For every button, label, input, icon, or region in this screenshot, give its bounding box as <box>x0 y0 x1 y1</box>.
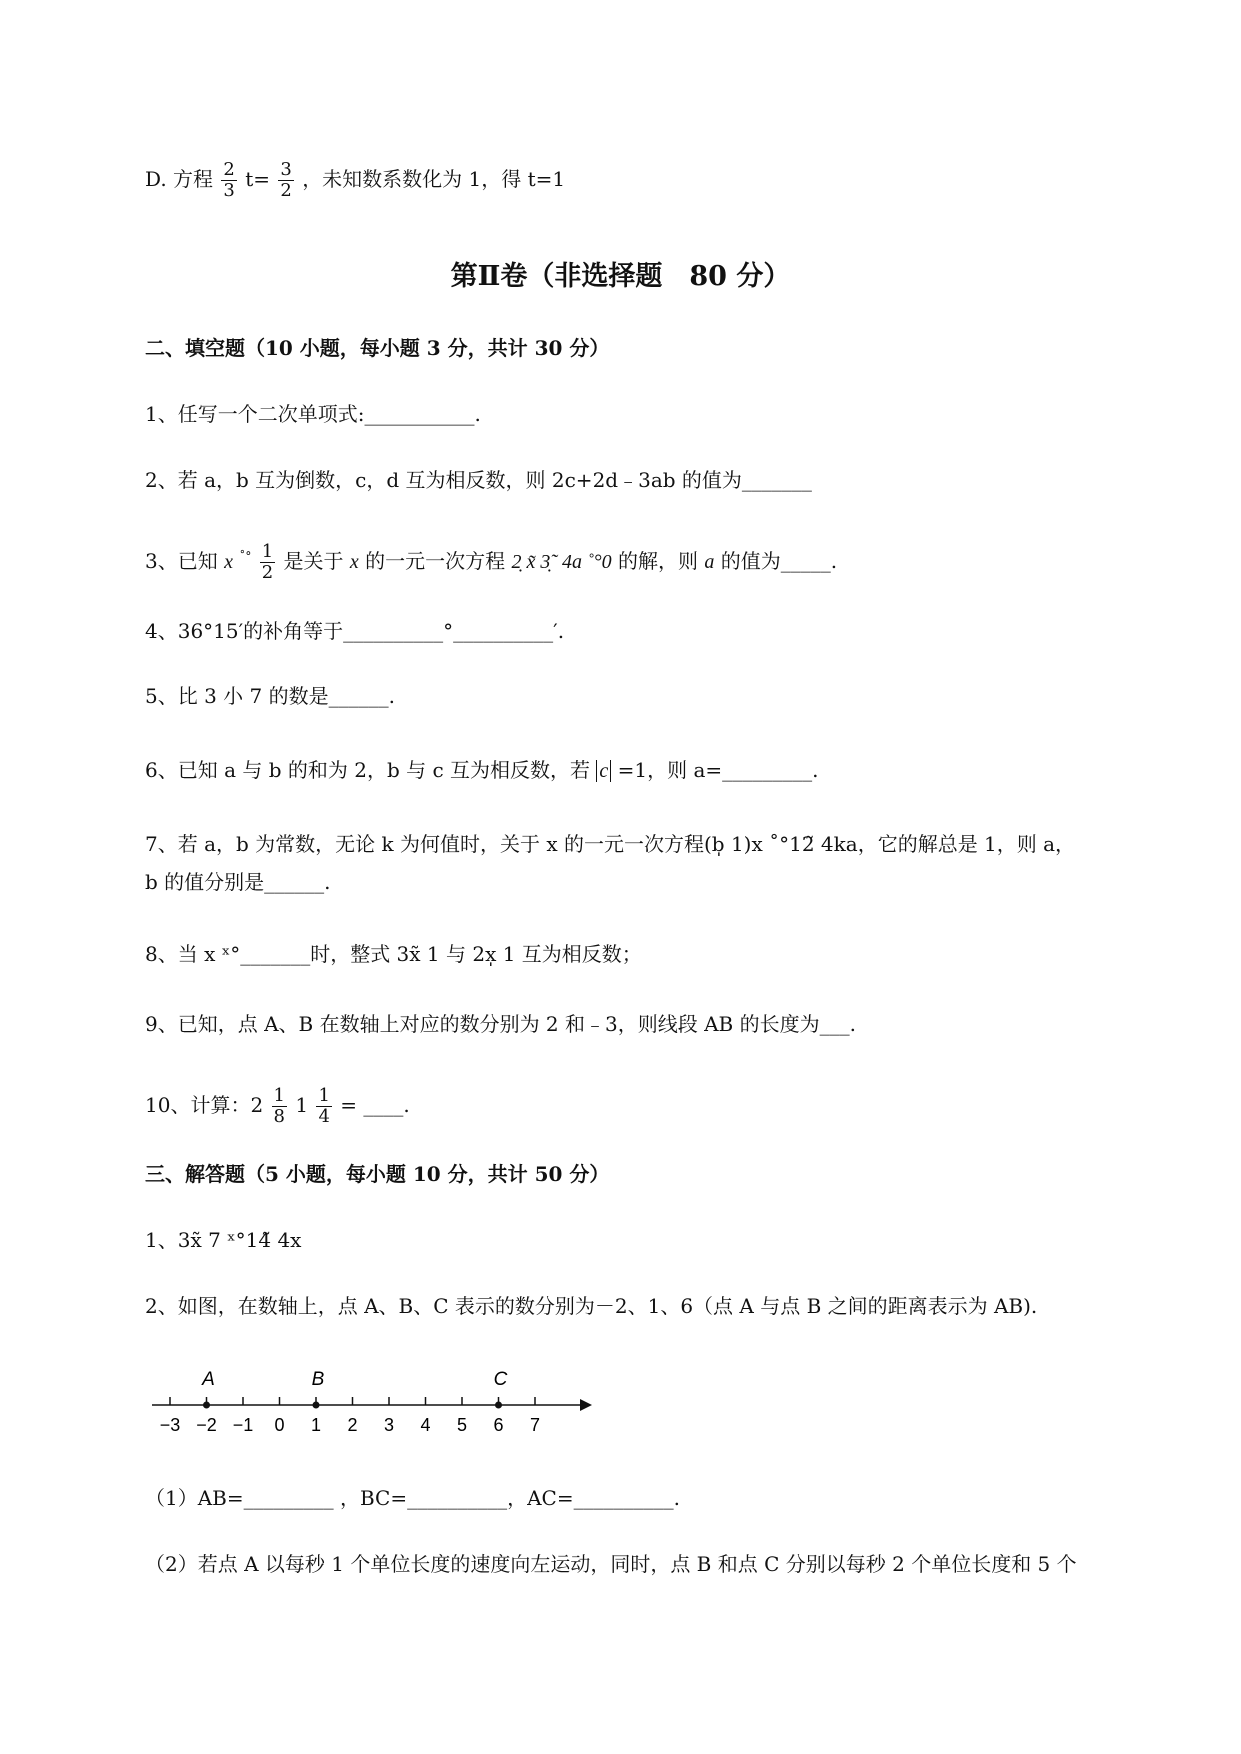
question-5: 5、比 3 小 7 的数是______. <box>145 684 395 708</box>
point-b-dot <box>313 1402 320 1409</box>
q10-text-a: 10、计算：2 <box>145 1093 264 1117</box>
problem-1: 1、3x̃ 7 ˣ°14̃ 4x <box>145 1228 302 1252</box>
fraction-denominator: 4 <box>318 1106 330 1127</box>
question-2: 2、若 a，b 互为倒数，c，d 互为相反数，则 2c+2d﹣3ab 的值为_______ <box>145 468 812 492</box>
point-c-dot <box>495 1402 502 1409</box>
number-line-figure <box>140 1365 600 1445</box>
section3-heading: 三、解答题（5 小题，每小题 10 分，共计 50 分） <box>145 1162 610 1186</box>
q6-text-b: =1，则 a=_________. <box>617 758 819 782</box>
tick-label: 7 <box>529 1415 541 1435</box>
part2-title: 第Ⅱ卷（非选择题 80 分） <box>450 261 791 292</box>
fraction-two-thirds <box>221 160 236 201</box>
q3-text-b: 是关于 <box>283 549 344 573</box>
q3-mark: ˚° <box>239 549 252 564</box>
problem-2: 2、如图，在数轴上，点 A、B、C 表示的数分别为－2、1、6（点 A 与点 B 之间的距离表示为 AB). <box>145 1294 1038 1318</box>
problem-2-part1: （1）AB=_________ ，BC=__________，AC=__________. <box>145 1486 680 1510</box>
tick-label: 0 <box>274 1415 285 1435</box>
fraction-numerator: 3 <box>280 159 292 180</box>
tick-label: 5 <box>456 1415 468 1435</box>
q10-text-b: = ____. <box>340 1093 410 1117</box>
tick-label: 4 <box>420 1415 431 1435</box>
fraction-denominator: 8 <box>273 1106 285 1127</box>
fraction-numerator: 1 <box>273 1085 285 1106</box>
tick-label: 1 <box>310 1415 322 1435</box>
point-a-dot <box>203 1402 210 1409</box>
tick-label: −1 <box>232 1415 254 1435</box>
option-d-mid: t= <box>245 167 271 191</box>
fraction-one-quarter <box>316 1086 331 1127</box>
q3-equation: 2̣ x̃ 3̣˜ 4a ˚°0 <box>511 551 612 573</box>
point-a-label: A <box>202 1369 215 1390</box>
q3-text-a: 3、已知 <box>145 549 218 573</box>
tick-label: 2 <box>347 1415 358 1435</box>
fraction-one-eighth <box>272 1086 287 1127</box>
question-10 <box>145 1086 410 1127</box>
fraction-numerator: 1 <box>261 541 274 562</box>
q3-text-c: 的一元一次方程 <box>365 549 506 573</box>
option-d-prefix: D. 方程 <box>145 167 214 191</box>
fraction-denominator: 2 <box>280 180 292 201</box>
fraction-denominator: 3 <box>223 180 235 201</box>
section2-heading: 二、填空题（10 小题，每小题 3 分，共计 30 分） <box>145 336 610 360</box>
question-7-line1: 7、若 a，b 为常数，无论 k 为何值时，关于 x 的一元一次方程(b̩ 1)x ˚°12̃ 4ka，它的解总是 1，则 a， <box>145 832 1076 856</box>
arrow-head-icon <box>580 1399 592 1411</box>
question-6 <box>145 756 819 785</box>
question-1: 1、任写一个二次单项式:___________. <box>145 402 481 426</box>
q3-var-a: a <box>704 551 715 573</box>
question-3 <box>145 542 837 583</box>
q3-text-d: 的解，则 <box>618 549 699 573</box>
question-7-line2: b 的值分别是______. <box>145 870 331 894</box>
tick-label: −3 <box>159 1415 181 1435</box>
question-8: 8、当 x ˣ°_______时，整式 3x̃ 1 与 2x̩ 1 互为相反数； <box>145 942 642 966</box>
question-9: 9、已知，点 A、B 在数轴上对应的数分别为 2 和﹣3，则线段 AB 的长度为___. <box>145 1012 856 1036</box>
tick-label: 3 <box>383 1415 395 1435</box>
q3-text-e: 的值为_____. <box>720 549 838 573</box>
problem-2-part2: （2）若点 A 以每秒 1 个单位长度的速度向左运动，同时，点 B 和点 C 分别以每秒 2 个单位长度和 5 个 <box>145 1552 1077 1576</box>
q3-var-x-2: x <box>349 551 359 573</box>
tick-label: −2 <box>196 1415 217 1435</box>
q6-text-a: 6、已知 a 与 b 的和为 2，b 与 c 互为相反数，若 <box>145 758 591 782</box>
option-d <box>145 160 565 201</box>
q10-mid: 1 <box>295 1093 309 1117</box>
q6-abs-c: c <box>596 760 611 782</box>
fraction-numerator: 1 <box>318 1085 330 1106</box>
tick-label: 6 <box>493 1415 504 1435</box>
option-d-suffix: ，未知数系数化为 1，得 t=1 <box>302 167 566 191</box>
question-4: 4、36°15′的补角等于__________°__________′. <box>145 619 565 643</box>
fraction-numerator: 2 <box>223 159 235 180</box>
fraction-denominator: 2 <box>261 562 274 583</box>
q3-var-x: x <box>224 551 233 573</box>
fraction-one-half <box>260 542 275 583</box>
point-b-label: B <box>311 1369 325 1390</box>
point-c-label: C <box>493 1369 508 1390</box>
fraction-three-halves <box>278 160 293 201</box>
